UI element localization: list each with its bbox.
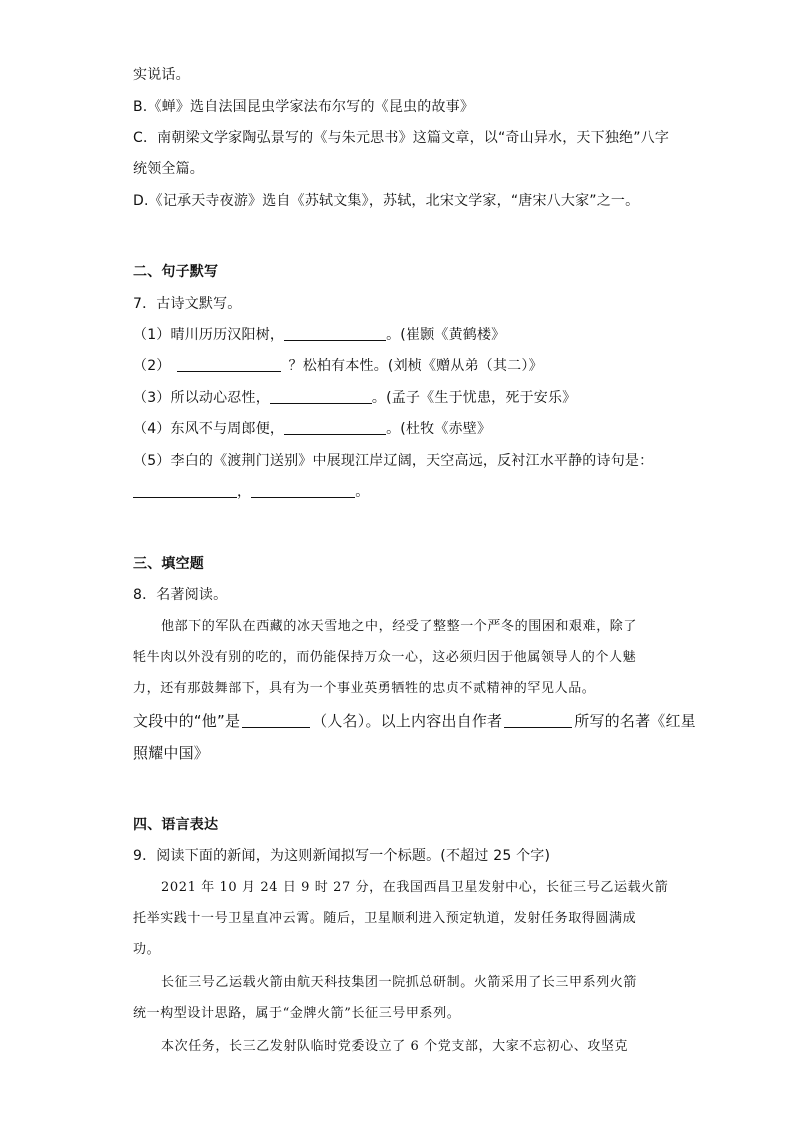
- excerpt-line-1: 他部下的军队在西藏的冰天雪地之中，经受了整整一个严冬的围困和艰难，除了: [161, 619, 638, 634]
- q8-fill-text-1: 文段中的“他”是: [133, 712, 241, 730]
- excerpt-line-3: 力，还有那鼓舞部下，具有为一个事业英勇牺牲的忠贞不贰精神的罕见人品。: [133, 681, 596, 696]
- answer-blank[interactable]: [504, 712, 572, 728]
- q7-item-1-text: （1）晴川历历汉阳树，: [133, 327, 285, 343]
- q7-item-4-text: （4）东风不与周郎便，: [133, 421, 285, 437]
- answer-blank[interactable]: [251, 482, 355, 498]
- question-8-prompt: 8．名著阅读。: [133, 587, 228, 603]
- q6-option-c-line2: 统领全篇。: [133, 161, 204, 177]
- question-9-prompt: 9．阅读下面的新闻，为这则新闻拟写一个标题。(不超过 25 个字): [133, 848, 551, 864]
- q6-option-b: B.《蝉》选自法国昆虫学家法布尔写的《昆虫的故事》: [133, 99, 475, 115]
- comma: ，: [237, 484, 252, 500]
- news-line-3: 功。: [133, 942, 161, 957]
- q7-item-3-source: 。(孟子《生于忧患，死于安乐》: [371, 390, 577, 406]
- question-7-prompt: 7．古诗文默写。: [133, 296, 242, 312]
- q8-fill-text-2: （人名）。以上内容出自作者: [312, 712, 503, 730]
- q7-item-1-source: 。(崔颢《黄鹤楼》: [386, 327, 506, 343]
- q7-item-4: [133, 419, 491, 439]
- q7-item-2-text: （2）: [133, 358, 171, 374]
- answer-blank[interactable]: [284, 325, 386, 341]
- q6-option-c-line1: C．南朝梁文学家陶弘景写的《与朱元思书》这篇文章，以“奇山异水，天下独绝”八字: [133, 130, 670, 146]
- answer-blank[interactable]: [284, 419, 386, 435]
- q8-fill-text-3: 所写的名著《红星: [574, 712, 696, 730]
- answer-blank[interactable]: [270, 388, 372, 404]
- period: 。: [355, 484, 370, 500]
- q8-fill-line: [133, 711, 696, 731]
- q8-fill-line-2: 照耀中国》: [133, 744, 210, 762]
- q7-item-3: [133, 388, 576, 408]
- section-heading-fill-in: 三、填空题: [133, 556, 204, 572]
- q7-item-1: [133, 325, 505, 345]
- section-heading-dictation: 二、句子默写: [133, 264, 219, 280]
- q7-item-4-source: 。(杜牧《赤壁》: [386, 421, 492, 437]
- q7-item-5-blanks: [133, 482, 369, 502]
- answer-blank[interactable]: [177, 356, 281, 372]
- excerpt-line-2: 牦牛肉以外没有别的吃的，而仍能保持万众一心，这必须归因于他属领导人的个人魅: [133, 650, 637, 665]
- q7-item-3-text: （3）所以动心忍性，: [133, 390, 270, 406]
- news-line-5: 统一构型设计思路，属于“金牌火箭”长征三号甲系列。: [133, 1006, 461, 1021]
- news-line-2: 托举实践十一号卫星直冲云霄。随后，卫星顺利进入预定轨道，发射任务取得圆满成: [133, 911, 637, 926]
- answer-blank[interactable]: [133, 482, 237, 498]
- news-line-4: 长征三号乙运载火箭由航天科技集团一院抓总研制。火箭采用了长三甲系列火箭: [161, 975, 638, 990]
- q6-option-a-tail: 实说话。: [133, 67, 190, 83]
- q7-item-5: （5）李白的《渡荆门送别》中展现江岸辽阔，天空高远，反衬江水平静的诗句是：: [133, 453, 654, 469]
- section-heading-language-expression: 四、语言表达: [133, 817, 219, 833]
- q7-item-2-source: ？松柏有本性。(刘桢《赠从弟（其二）》: [288, 358, 543, 374]
- q6-option-d: D.《记承天寺夜游》选自《苏轼文集》，苏轼，北宋文学家，“唐宋八大家”之一。: [133, 193, 640, 209]
- answer-blank[interactable]: [242, 712, 310, 728]
- news-line-1: 2021 年 10 月 24 日 9 时 27 分，在我国西昌卫星发射中心，长征三号乙运载火箭: [161, 880, 669, 895]
- q7-item-2: [133, 356, 543, 376]
- news-line-6: 本次任务，长三乙发射队临时党委设立了 6 个党支部，大家不忘初心、攻坚克: [161, 1039, 629, 1054]
